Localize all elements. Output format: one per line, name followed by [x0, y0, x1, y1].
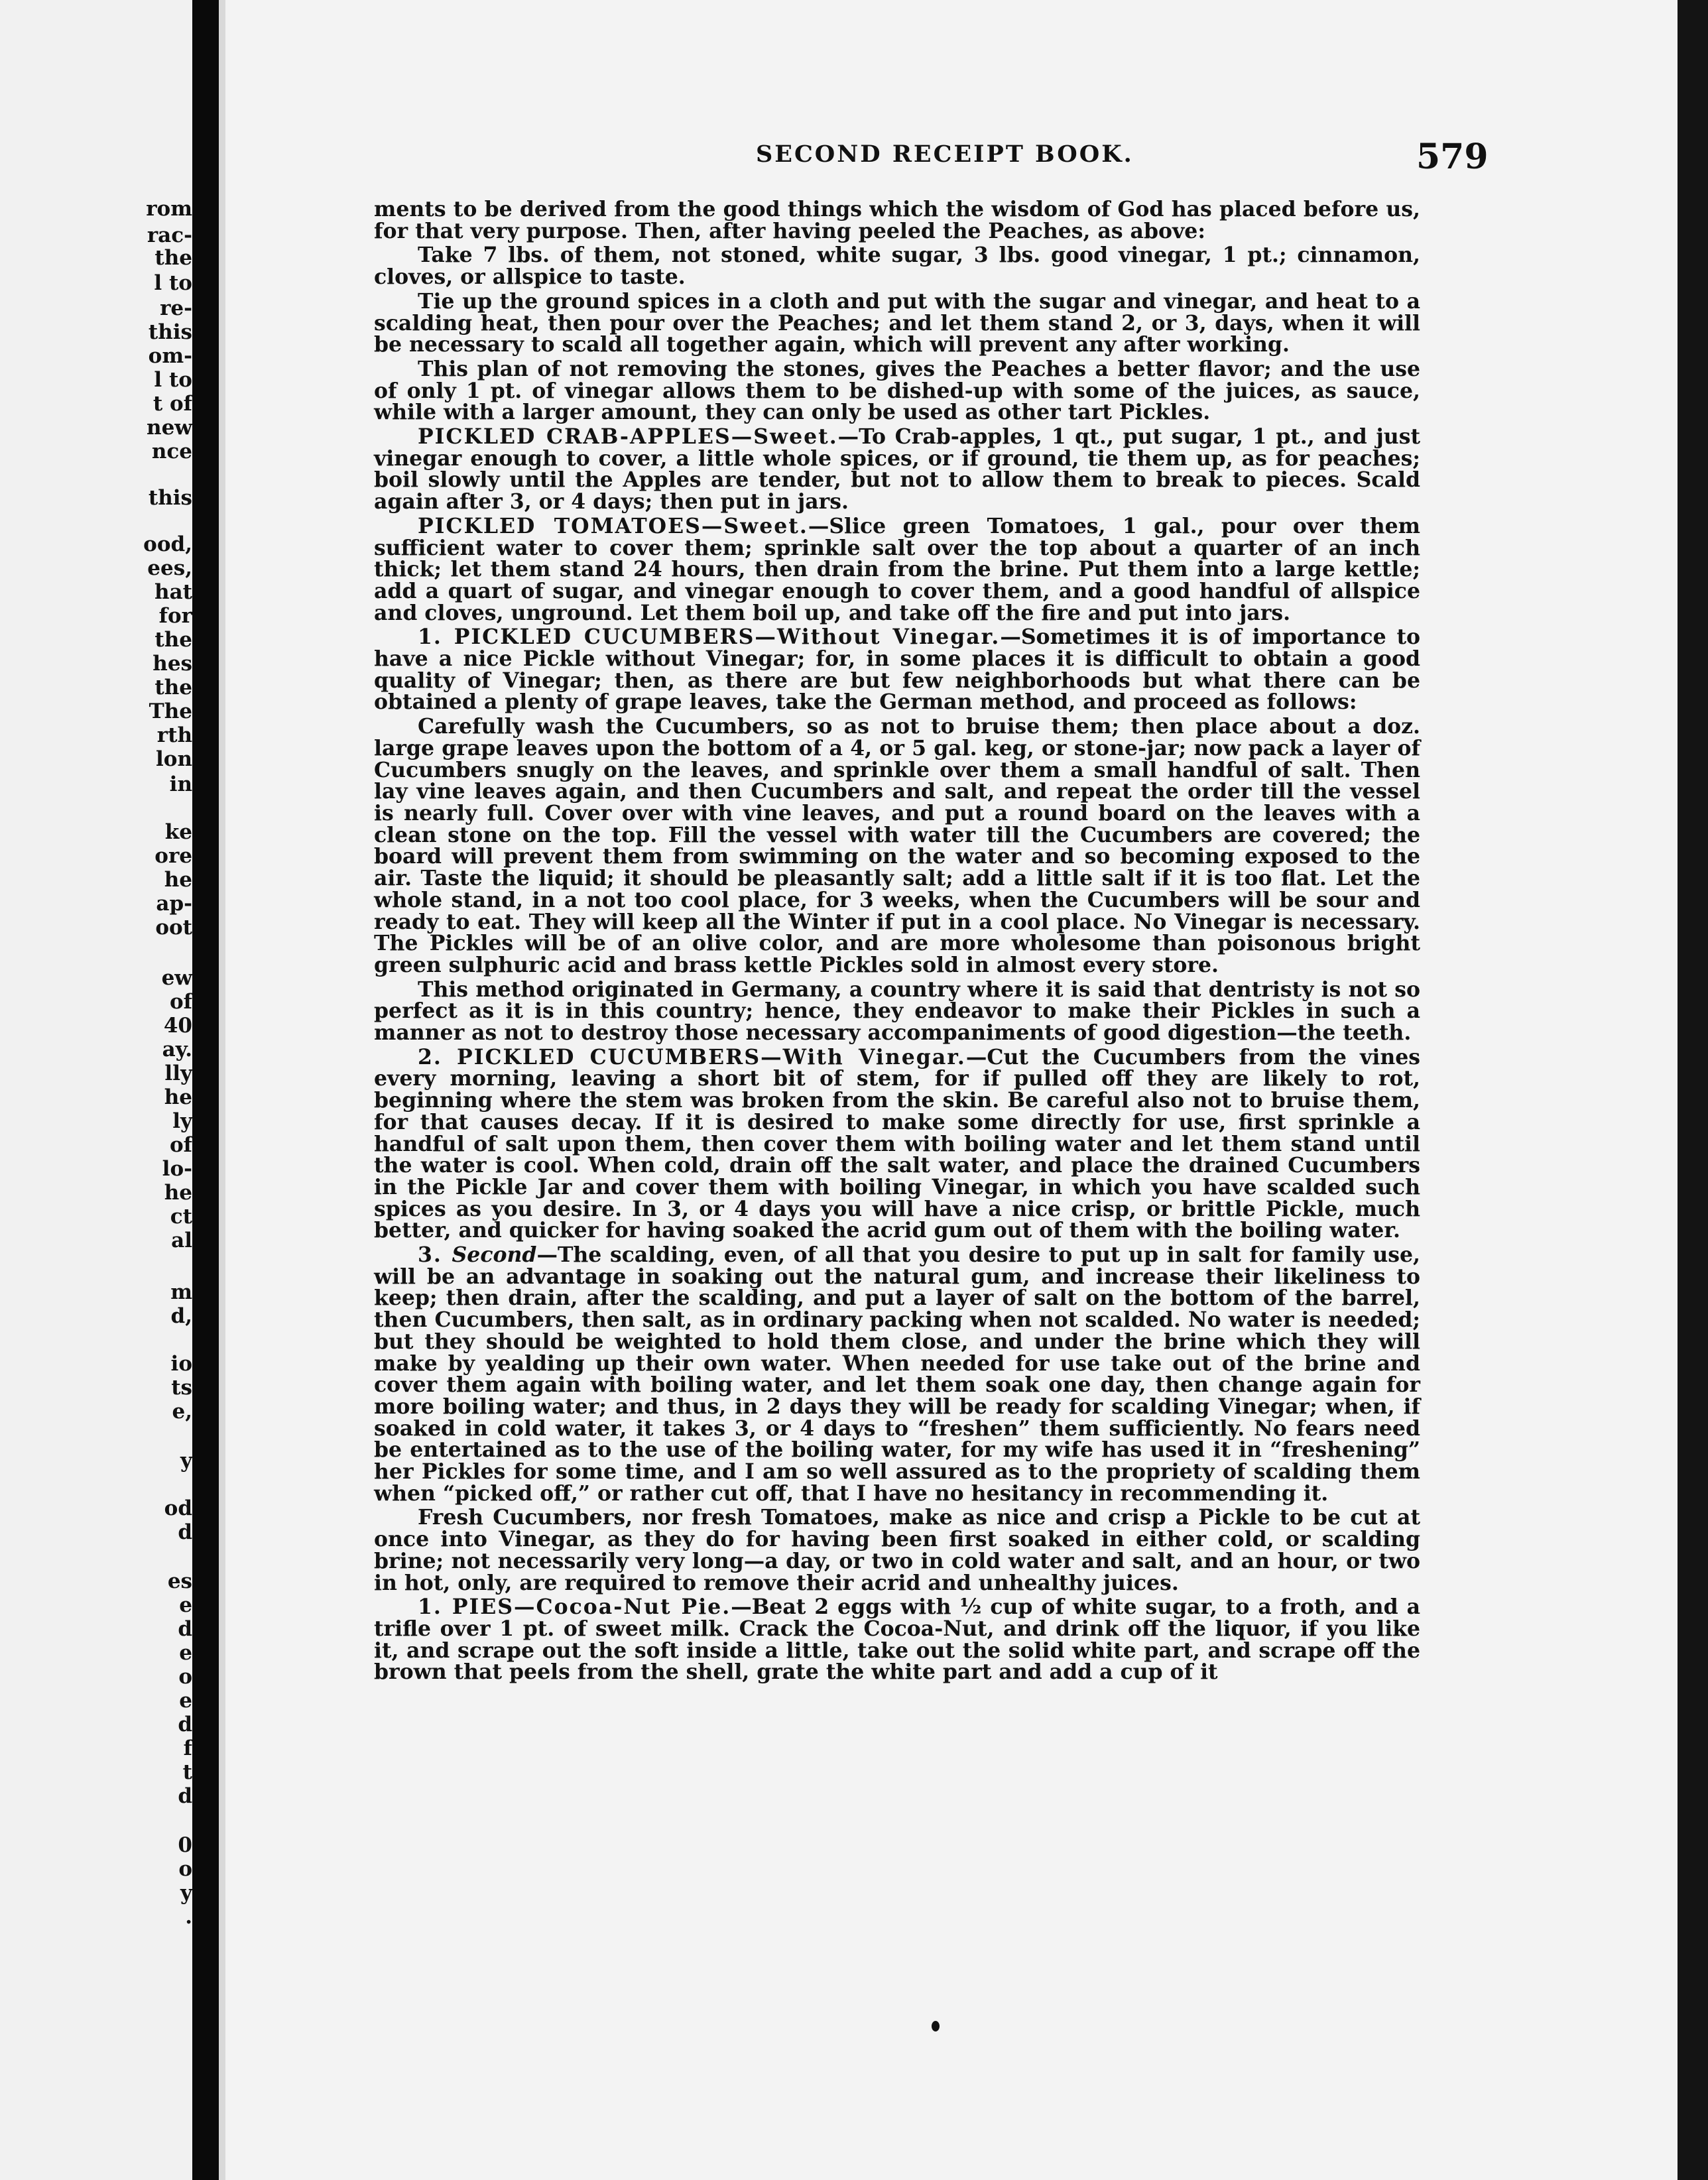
recipe-heading: 3.	[418, 1242, 452, 1268]
margin-fragment: The	[149, 699, 192, 723]
margin-fragment: t	[182, 1760, 192, 1784]
text-run: This plan of not removing the stones, gives the Peaches a better flavor; and the use of only 1 pt. of vinegar allows them to be dished-up with some of the juices, as sauce, while with a larger amount, they can only be used as other tart Pickles.	[374, 356, 1420, 425]
margin-fragment: y	[180, 1449, 192, 1473]
margin-fragment: lon	[156, 747, 192, 771]
recipe-heading: 2. PICKLED CUCUMBERS—With Vinegar.	[418, 1044, 966, 1069]
recipe-heading: 1. PIES—Cocoa-Nut Pie.	[418, 1595, 731, 1620]
margin-fragment: oot	[155, 916, 192, 939]
margin-fragment: rth	[156, 723, 192, 747]
margin-fragment: hes	[152, 652, 192, 676]
text-run: Fresh Cucumbers, nor fresh Tomatoes, make as nice and crisp a Pickle to be cut at once into Vinegar, as they do for having been first soaked in either cold, or scalding brine; not necessarily very long—a day, or two in cold water and salt, and an hour, or two in hot, only, are required to remove their acrid and unhealthy juices.	[374, 1505, 1420, 1595]
margin-fragment: e	[179, 1593, 192, 1617]
page-number: 579	[1416, 137, 1489, 177]
text-run: Carefully wash the Cucumbers, so as not to bruise them; then place about a doz. large grape leaves upon the bottom of a 4, or 5 gal. keg, or stone-jar; now pack a layer of Cucumbers snugly on the leaves, and sprinkle over them a small handful of salt. Then lay vine leaves again, and then Cucumbers and salt, and repeat the order till the vessel is nearly full. Cover over with vine leaves, and put a round board on the leaves with a clean stone on the top. Fill the vessel with water till the Cucumbers are covered; the board will prevent them from swimming on the water and so becoming exposed to the air. Taste the liquid; it should be pleasantly salt; add a little salt if it is too flat. Let the whole stand, in a not too cool place, for 3 weeks, when the Cucumbers will be sour and ready to eat. They will keep all the Winter if put in a cool place. No Vinegar is necessary. The Pickles will be of an olive color, and are more wholesome than poisonous bright green sulphuric acid and brass kettle Pickles sold in almost every store.	[374, 714, 1420, 977]
margin-fragment: of	[169, 990, 192, 1014]
margin-fragment: d	[178, 1784, 192, 1808]
margin-fragment: hat	[154, 580, 192, 604]
margin-fragment: l to	[154, 368, 192, 392]
margin-fragment: l to	[154, 271, 192, 295]
book-page	[219, 0, 1677, 2180]
margin-fragment: lly	[164, 1061, 192, 1085]
paragraph	[374, 627, 1420, 713]
paragraph	[374, 716, 1420, 976]
margin-fragment: this	[148, 486, 192, 510]
margin-fragment: o	[178, 1857, 192, 1881]
margin-fragment: e	[179, 1641, 192, 1665]
margin-fragment: the	[154, 676, 192, 699]
margin-fragment: d,	[170, 1304, 192, 1328]
ink-smudge	[932, 2021, 940, 2031]
margin-fragment: ay.	[162, 1038, 192, 1061]
margin-fragment: the	[154, 246, 192, 270]
margin-fragment: ke	[164, 820, 192, 844]
margin-fragment: d	[178, 1617, 192, 1641]
margin-fragment: ore	[154, 844, 192, 868]
margin-fragment: he	[164, 868, 192, 892]
margin-fragment: of	[169, 1133, 192, 1157]
margin-fragment: f	[183, 1736, 192, 1760]
text-run: Tie up the ground spices in a cloth and put with the sugar and vinegar, and heat to a scalding heat, then pour over the Peaches; and let them stand 2, or 3, days, when it will be necessary to scald all together again, which will prevent any after working.	[374, 288, 1420, 357]
margin-fragment: e	[179, 1689, 192, 1713]
paragraph	[374, 1244, 1420, 1504]
recipe-heading: PICKLED TOMATOES—Sweet.	[418, 513, 808, 538]
running-head: SECOND RECEIPT BOOK.	[756, 141, 1134, 168]
paragraph	[374, 245, 1420, 288]
margin-fragment: d	[178, 1713, 192, 1736]
margin-fragment: ct	[170, 1205, 192, 1229]
page-inner-edge	[219, 0, 225, 2180]
recipe-heading: 1. PICKLED CUCUMBERS—Without Vinegar.	[418, 625, 1001, 650]
margin-fragment: 0	[178, 1833, 192, 1857]
margin-fragment: he	[164, 1181, 192, 1205]
margin-fragment: he	[164, 1085, 192, 1109]
text-run: —Beat 2 eggs with ½ cup of white sugar, to a froth, and a trifle over 1 pt. of sweet milk. Crack the Cocoa-Nut, and drink off the liquor, if you like it, and scrape out the soft inside a little, take out the solid white part, and scrape off the brown that peels from the shell, grate the white part and add a cup of it	[374, 1595, 1420, 1685]
body-text	[374, 199, 1420, 1686]
margin-fragment: re-	[160, 296, 192, 320]
margin-fragment: ly	[172, 1109, 192, 1133]
paragraph	[374, 1507, 1420, 1594]
recipe-heading: PICKLED CRAB-APPLES—Sweet.	[418, 424, 838, 450]
text-run: —The scalding, even, of all that you desire to put up in salt for family use, will be an advantage in soaking out the natural gum, and increase their likeliness to keep; then drain, after the scalding, and put a layer of salt on the bottom of the barrel, then Cucumbers, then salt, as in ordinary packing when not scalded. No water is needed; but they should be weighted to hold them close, and under the brine which they will make by yealding up their own water. When needed for use take out of the brine and cover them again with boiling water, and let them soak one day, then change again for more boiling water; and thus, in 2 days they will be ready for scalding Vinegar; when, if soaked in cold water, it takes 3, or 4 days to “freshen” them sufficiently. No fears need be entertained as to the use of the boiling water, for my wife has used it in “freshening” her Pickles for some time, and I am so well assured as to the propriety of scalding them when “picked off,” or rather cut off, that I have no hesitancy in recommending it.	[374, 1242, 1421, 1506]
margin-fragment: m	[170, 1280, 192, 1304]
margin-fragment: ood,	[143, 532, 192, 556]
text-run: This method originated in Germany, a country where it is said that dentristy is not so perfect as it is in this country; hence, they endeavor to make their Pickles in such a manner as not to destroy those necessary accompaniments of good digestion—the teeth.	[374, 977, 1420, 1046]
paragraph	[374, 288, 1420, 357]
margin-fragment: .	[185, 1905, 192, 1929]
margin-fragment: t of	[152, 392, 192, 416]
margin-fragment: for	[158, 604, 192, 628]
paragraph	[374, 199, 1420, 242]
paragraph	[374, 426, 1420, 513]
margin-fragment: y	[180, 1881, 192, 1905]
margin-fragment: od	[164, 1496, 192, 1520]
paragraph	[374, 356, 1420, 425]
margin-fragment: es	[167, 1569, 192, 1593]
page-edge-shadow	[1677, 0, 1708, 2180]
margin-fragment: this	[148, 320, 192, 344]
text-run: —Sometimes it is of importance to have a nice Pickle without Vinegar; for, in some places it is difficult to obtain a good quality of Vinegar; then, as there are but few neighborhoods but what there can be obtained a plenty of grape leaves, take the German method, and proceed as follows:	[374, 625, 1421, 715]
facing-page-fragment	[0, 0, 192, 2180]
italic-text: Second	[452, 1242, 537, 1268]
text-run: —Cut the Cucumbers from the vines every morning, leaving a short bit of stem, for if pulled off they are likely to rot, beginning where the stem was broken from the skin. Be careful also not to bruise them, for that causes decay. If it is desired to make some directly for use, first sprinkle a handful of salt upon them, then cover them with boiling water and let them stand until the water is cool. When cold, drain off the salt water, and place the drained Cucumbers in the Pickle Jar and cover them with boiling Vinegar, in which you have scalded such spices as you desire. In 3, or 4 days you will have a nice crisp, or brittle Pickle, much better, and quicker for having soaked the acrid gum out of them with the boiling water.	[374, 1044, 1420, 1243]
paragraph	[374, 513, 1420, 625]
margin-fragment: o	[178, 1665, 192, 1689]
paragraph	[374, 1597, 1420, 1683]
text-run: —To Crab-apples, 1 qt., put sugar, 1 pt., and just vinegar enough to cover, a little whole spices, or if ground, tie them up, as for peaches; boil slowly until the Apples are tender, but not to allow them to break to pieces. Scald again after 3, or 4 days; then put in jars.	[374, 424, 1420, 515]
text-run: Take 7 lbs. of them, not stoned, white sugar, 3 lbs. good vinegar, 1 pt.; cinnamon, cloves, or allspice to taste.	[374, 243, 1420, 290]
margin-fragment: rac-	[147, 223, 192, 247]
margin-fragment: 40	[163, 1014, 192, 1038]
text-run: —Slice green Tomatoes, 1 gal., pour over them sufficient water to cover them; sprinkle salt over the top about a quarter of an inch thick; let them stand 24 hours, then drain from the brine. Put them into a large kettle; add a quart of sugar, and vinegar enough to cover them, and a good handful of allspice and cloves, unground. Let them boil up, and take off the fire and put into jars.	[374, 513, 1420, 625]
margin-fragment: ts	[171, 1376, 192, 1400]
margin-fragment: ew	[161, 966, 192, 990]
margin-fragment: lo-	[162, 1157, 192, 1181]
paragraph	[374, 979, 1420, 1044]
margin-fragment: the	[154, 628, 192, 652]
margin-fragment: nce	[151, 440, 192, 463]
margin-fragment: ees,	[147, 556, 192, 580]
text-run: ments to be derived from the good things which the wisdom of God has placed before us, for that very purpose. Then, after having peeled the Peaches, as above:	[374, 197, 1420, 243]
margin-fragment: rom	[146, 197, 192, 221]
margin-fragment: new	[147, 416, 192, 440]
margin-fragment: om-	[148, 344, 192, 368]
margin-fragment: in	[169, 772, 192, 796]
margin-fragment: io	[170, 1352, 192, 1376]
book-gutter	[192, 0, 219, 2180]
paragraph	[374, 1044, 1420, 1243]
margin-fragment: e,	[172, 1400, 192, 1423]
margin-fragment: al	[171, 1229, 192, 1252]
margin-fragment: ap-	[156, 892, 192, 916]
margin-fragment: d	[178, 1520, 192, 1544]
